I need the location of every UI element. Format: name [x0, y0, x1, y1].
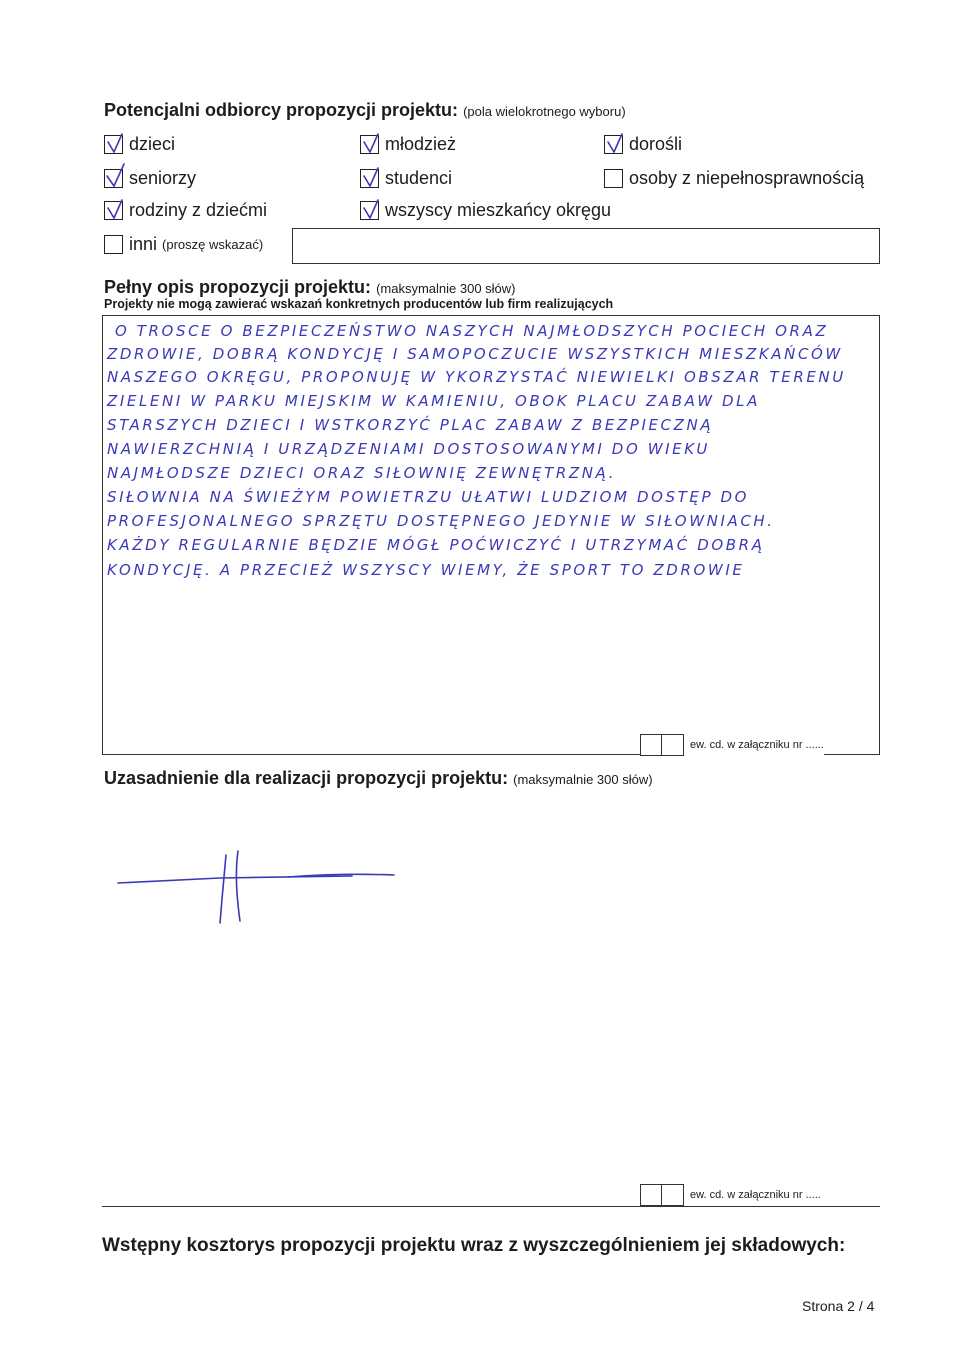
option-wszyscy[interactable]	[360, 200, 611, 221]
check-mark-icon	[604, 132, 626, 156]
checkbox-osoby-niepelnosprawne[interactable]	[604, 169, 623, 188]
check-mark-icon	[104, 132, 126, 156]
attachment-cell[interactable]	[662, 1184, 684, 1206]
option-rodziny[interactable]	[104, 200, 267, 221]
recipients-heading-text: Potencjalni odbiorcy propozycji projektu:	[104, 100, 459, 120]
option-label: młodzież	[385, 134, 457, 154]
handwritten-line: ZDROWIE, DOBRĄ KONDYCJĘ I SAMOPOCZUCIE WSZYSTKICH MIESZKAŃCÓW	[107, 345, 843, 363]
attachment-cell[interactable]	[662, 734, 684, 756]
handwritten-line: NAJMŁODSZE DZIECI ORAZ SIŁOWNIĘ ZEWNĘTRZNĄ.	[107, 464, 617, 482]
option-label: dorośli	[629, 134, 683, 154]
option-osoby-niepelnosprawne[interactable]	[604, 168, 864, 189]
check-mark-icon	[104, 166, 126, 190]
justification-box-bottom-border	[102, 1206, 880, 1207]
option-label: inni	[129, 234, 158, 254]
check-mark-icon	[360, 198, 382, 222]
description-heading-text: Pełny opis propozycji projektu:	[104, 277, 372, 297]
cost-estimate-heading: Wstępny kosztorys propozycji projektu wraz z wyszczególnieniem jej składowych:	[102, 1235, 846, 1256]
justification-attachment-ref	[640, 1184, 821, 1206]
checkbox-studenci[interactable]	[360, 169, 379, 188]
justification-heading-note: (maksymalnie 300 słów)	[513, 772, 653, 787]
option-label: rodziny z dziećmi	[129, 200, 268, 220]
checkbox-seniorzy[interactable]	[104, 169, 123, 188]
checkbox-dorosli[interactable]	[604, 135, 623, 154]
checkbox-inni[interactable]	[104, 235, 123, 254]
option-label: seniorzy	[129, 168, 197, 188]
other-recipients-field[interactable]	[292, 228, 880, 264]
handwritten-line: PROFESJONALNEGO SPRZĘTU DOSTĘPNEGO JEDYNIE W SIŁOWNIACH.	[107, 512, 775, 530]
attachment-label: ew. cd. w załączniku nr .....	[690, 1189, 821, 1201]
dash-strike-icon	[102, 795, 880, 1207]
attachment-cell[interactable]	[640, 1184, 662, 1206]
handwritten-line: NAWIERZCHNIĄ I URZĄDZENIAMI DOSTOSOWANYMI DO WIEKU	[107, 440, 710, 458]
justification-box[interactable]	[102, 795, 880, 1207]
recipients-heading-note: (pola wielokrotnego wyboru)	[463, 104, 626, 119]
option-dorosli[interactable]	[604, 134, 682, 155]
attachment-label: ew. cd. w załączniku nr ......	[690, 739, 824, 751]
option-studenci[interactable]	[360, 168, 452, 189]
check-mark-icon	[360, 166, 382, 190]
handwritten-line: KAŻDY REGULARNIE BĘDZIE MÓGŁ POĆWICZYĆ I UTRZYMAĆ DOBRĄ	[107, 536, 765, 554]
option-label: osoby z niepełnosprawnością	[629, 168, 865, 188]
option-label: dzieci	[129, 134, 176, 154]
handwritten-line: O TROSCE O BEZPIECZEŃSTWO NASZYCH NAJMŁODSZYCH POCIECH ORAZ	[115, 322, 829, 340]
option-seniorzy[interactable]	[104, 168, 196, 189]
option-mlodziez[interactable]	[360, 134, 456, 155]
check-mark-icon	[360, 132, 382, 156]
handwritten-line: ZIELENI W PARKU MIEJSKIM W KAMIENIU, OBOK PLACU ZABAW DLA	[107, 392, 760, 410]
page-number: Strona 2 / 4	[802, 1298, 875, 1314]
handwritten-line: SIŁOWNIA NA ŚWIEŻYM POWIETRZU UŁATWI LUDZIOM DOSTĘP DO	[107, 488, 750, 506]
checkbox-dzieci[interactable]	[104, 135, 123, 154]
description-heading	[104, 277, 516, 298]
description-box[interactable]	[102, 315, 880, 755]
option-inni-note: (proszę wskazać)	[162, 237, 264, 252]
checkbox-rodziny[interactable]	[104, 201, 123, 220]
checkbox-mlodziez[interactable]	[360, 135, 379, 154]
option-inni[interactable]	[104, 234, 263, 255]
handwritten-line: STARSZYCH DZIECI I WSTKORZYĆ PLAC ZABAW Z BEZPIECZNĄ	[107, 416, 714, 434]
attachment-cell[interactable]	[640, 734, 662, 756]
description-subnote: Projekty nie mogą zawierać wskazań konkretnych producentów lub firm realizujących	[104, 297, 614, 311]
option-dzieci[interactable]	[104, 134, 175, 155]
handwritten-line: KONDYCJĘ. A PRZECIEŻ WSZYSCY WIEMY, ŻE SPORT TO ZDROWIE	[107, 561, 745, 579]
description-attachment-ref	[640, 734, 824, 756]
option-label: studenci	[385, 168, 453, 188]
description-heading-note: (maksymalnie 300 słów)	[376, 281, 516, 296]
recipients-heading	[104, 100, 626, 121]
handwritten-line: NASZEGO OKRĘGU, PROPONUJĘ W YKORZYSTAĆ NIEWIELKI OBSZAR TERENU	[107, 368, 846, 386]
option-label: wszyscy mieszkańcy okręgu	[385, 200, 612, 220]
justification-heading	[104, 768, 653, 789]
check-mark-icon	[104, 198, 126, 222]
justification-heading-text: Uzasadnienie dla realizacji propozycji projektu:	[104, 768, 509, 788]
checkbox-wszyscy[interactable]	[360, 201, 379, 220]
